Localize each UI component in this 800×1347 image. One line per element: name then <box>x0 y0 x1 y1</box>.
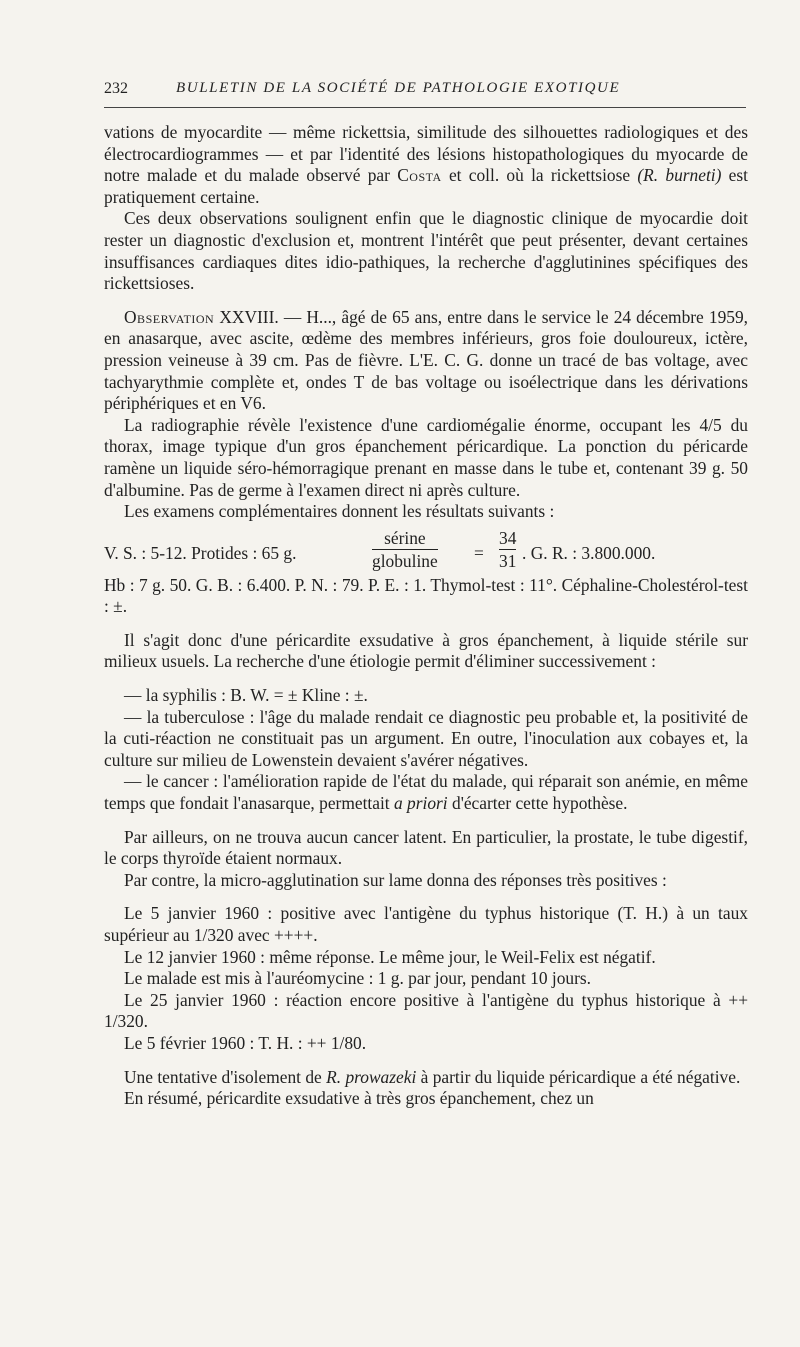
paragraph-isolement: Une tentative d'isolement de R. prowazeki à partir du liquide péricardique a été négative. <box>124 1066 741 1087</box>
paragraph-5-janvier: Le 5 janvier 1960 : positive avec l'antigène du typhus historique (T. H.) à un taux supérieur au 1/320 avec ++++. <box>104 903 748 945</box>
paragraph-cancer: — le cancer : l'amélioration rapide de l'état du malade, qui réparait son anémie, en même temps que fondait l'anasarque, permettait a priori d'écarter cette hypothèse. <box>104 771 748 814</box>
paragraph-aureomycine: Le malade est mis à l'auréomycine : 1 g. par jour, pendant 10 jours. <box>124 968 592 989</box>
paragraph-1: vations de myocardite — même rickettsia, similitude des silhouettes radiologiques et des électrocardiogrammes — et par l'identité des lésions histopathologiques du myocarde de notre malade et du malade observé par Costa et coll. où la rickettsiose (R. burneti) est pratiquement certaine. <box>104 122 748 207</box>
running-header <box>104 80 746 104</box>
paragraph-2: Ces deux observations soulignent enfin que le diagnostic clinique de myocardie doit rester un diagnostic d'exclusion et, montrent l'intérêt que peut présenter, devant certaines insuffisances cardiaques dites idio-pathiques, la recherche d'agglutinines spécifiques des rickettsioses. <box>104 208 748 294</box>
paragraph-25-janvier: Le 25 janvier 1960 : réaction encore positive à l'antigène du typhus historique à ++ 1/320. <box>104 989 748 1032</box>
paragraph-examens: Les examens complémentaires donnent les résultats suivants : <box>124 501 555 522</box>
species-burneti: (R. burneti) <box>637 165 722 186</box>
paragraph-observation: Observation XXVIII. — H..., âgé de 65 ans, entre dans le service le 24 décembre 1959, en anasarque, avec ascite, œdème des membres inférieurs, gros foie douloureux, ictère, pression veineuse à 39 cm. Pas de fièvre. L'E. C. G. donne un tracé de bas voltage, avec tachyarythmie complète et, ondes T de bas voltage ou isoélectrique dans les dérivations périphériques et en V6. <box>104 306 748 414</box>
author-costa: Costa <box>397 165 442 186</box>
formula-equals: = <box>474 542 484 563</box>
paragraph-12-janvier: Le 12 janvier 1960 : même réponse. Le même jour, le Weil-Felix est négatif. <box>124 946 656 967</box>
paragraph-contre: Par contre, la micro-agglutination sur lame donna des réponses très positives : <box>124 869 667 890</box>
a-priori: a priori <box>394 793 448 814</box>
paragraph-radiographie: La radiographie révèle l'existence d'une cardiomégalie énorme, occupant les 4/5 du thorax, image typique d'un gros épanchement péricardique. La ponction du péricarde ramène un liquide séro-hémorragique prenant en masse dans le tube et, contenant 39 g. 50 d'albumine. Pas de germe à l'examen direct ni après culture. <box>104 414 748 500</box>
paragraph-resume: En résumé, péricardite exsudative à très gros épanchement, chez un <box>124 1088 594 1109</box>
fraction-serine-globuline: sérine globuline <box>372 527 438 571</box>
page-number: 232 <box>104 80 128 97</box>
paragraph-hb: Hb : 7 g. 50. G. B. : 6.400. P. N. : 79. P. E. : 1. Thymol-test : 11°. Céphaline-Cholestérol-test : ±. <box>104 574 748 617</box>
paragraph-syphilis: — la syphilis : B. W. = ± Kline : ±. <box>124 685 368 706</box>
paragraph-5-fevrier: Le 5 février 1960 : T. H. : ++ 1/80. <box>124 1032 367 1053</box>
header-rule <box>104 107 746 108</box>
lab-formula <box>104 529 748 573</box>
fraction-34-31: 34 31 <box>499 527 517 571</box>
journal-title: BULLETIN DE LA SOCIÉTÉ DE PATHOLOGIE EXOTIQUE <box>176 80 621 96</box>
body-text <box>104 122 748 1110</box>
formula-right: . G. R. : 3.800.000. <box>522 542 656 563</box>
paragraph-tuberculose: — la tuberculose : l'âge du malade rendait ce diagnostic peu probable et, la positivité de la cuti-réaction ne constituait pas un argument. En outre, l'inoculation aux cobayes et, la culture sur milieu de Lowenstein devaient s'avérer négatives. <box>104 706 748 770</box>
paragraph-ailleurs: Par ailleurs, on ne trouva aucun cancer latent. En particulier, la prostate, le tube digestif, le corps thyroïde étaient normaux. <box>104 826 748 869</box>
species-prowazeki: R. prowazeki <box>326 1066 417 1087</box>
paragraph-pericardite: Il s'agit donc d'une péricardite exsudative à gros épanchement, à liquide stérile sur milieux usuels. La recherche d'une étiologie permit d'éliminer successivement : <box>104 629 748 672</box>
formula-left: V. S. : 5-12. Protides : 65 g. <box>104 542 297 563</box>
observation-label: Observation <box>124 306 215 327</box>
